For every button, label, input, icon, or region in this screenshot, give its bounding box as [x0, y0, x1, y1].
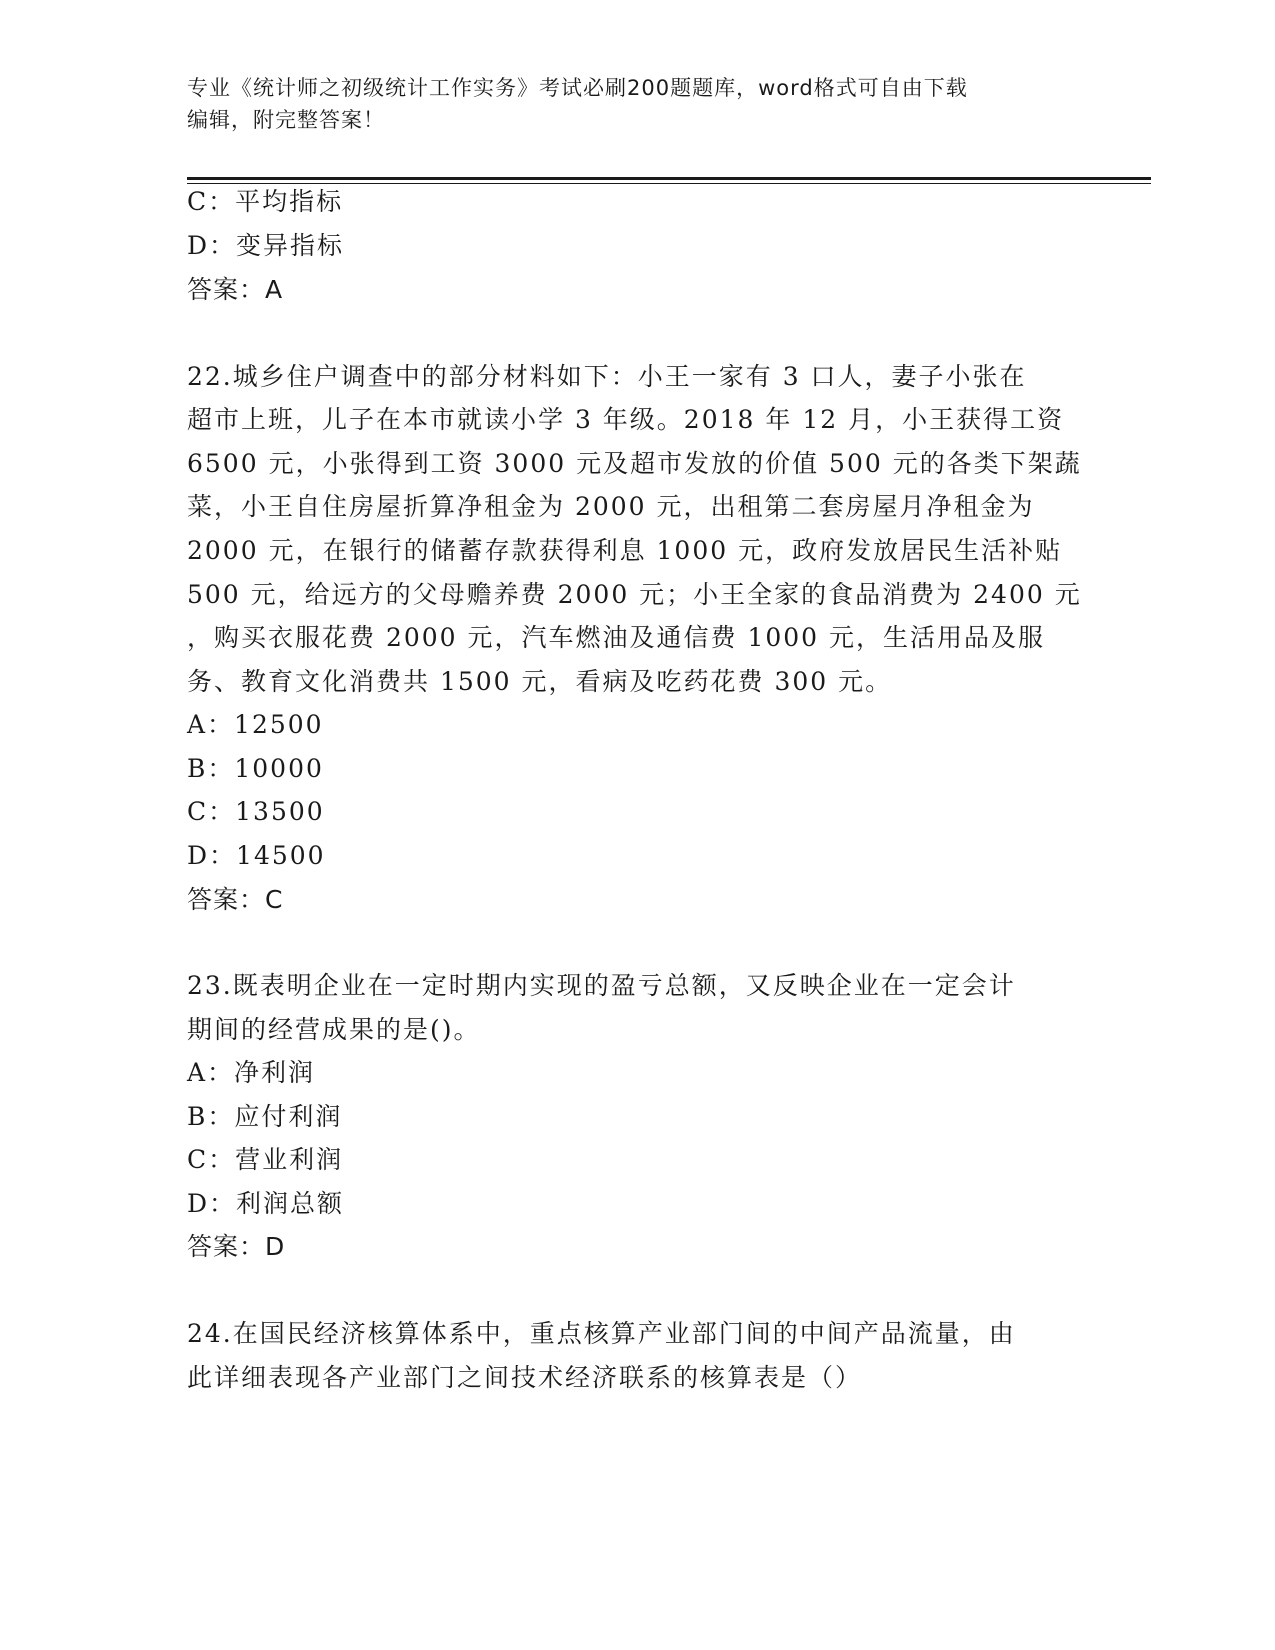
q22-stem-line: 2000 元，在银行的储蓄存款获得利息 1000 元，政府发放居民生活补贴	[187, 536, 1063, 565]
q22-answer: 答案：C	[187, 885, 284, 914]
q23-stem-line: 23.既表明企业在一定时期内实现的盈亏总额，又反映企业在一定会计	[187, 971, 1016, 1000]
q23-option-a: A：净利润	[187, 1058, 316, 1087]
header-rule-thin	[187, 183, 1151, 184]
q22-stem-line: 超市上班，儿子在本市就读小学 3 年级。2018 年 12 月，小王获得工资	[187, 405, 1065, 434]
q21-option-d: D：变异指标	[187, 231, 345, 260]
q23-option-b: B：应付利润	[187, 1102, 343, 1131]
q22-stem-line: 务、教育文化消费共 1500 元，看病及吃药花费 300 元。	[187, 667, 893, 696]
q23-answer: 答案：D	[187, 1232, 286, 1261]
q24-stem-line: 24.在国民经济核算体系中，重点核算产业部门间的中间产品流量，由	[187, 1319, 1016, 1348]
header-line-1: 专业《统计师之初级统计工作实务》考试必刷200题题库，word格式可自由下载	[187, 76, 968, 100]
q22-stem-line: 22.城乡住户调查中的部分材料如下：小王一家有 3 口人，妻子小张在	[187, 362, 1027, 391]
document-header	[187, 72, 1087, 136]
q22-option-b: B：10000	[187, 754, 324, 783]
q24-stem-line: 此详细表现各产业部门之间技术经济联系的核算表是（）	[187, 1363, 863, 1392]
q22-option-d: D：14500	[187, 841, 326, 870]
header-rule-thick	[187, 177, 1151, 180]
q22-option-a: A：12500	[187, 710, 324, 739]
q22-stem-line: 500 元，给远方的父母赡养费 2000 元；小王全家的食品消费为 2400 元	[187, 580, 1082, 609]
q21-option-c: C：平均指标	[187, 187, 344, 216]
q23-stem-line: 期间的经营成果的是()。	[187, 1015, 481, 1044]
q22-stem-line: ，购买衣服花费 2000 元，汽车燃油及通信费 1000 元，生活用品及服	[187, 623, 1046, 652]
q21-answer: 答案：A	[187, 275, 284, 304]
q22-stem-line: 菜，小王自住房屋折算净租金为 2000 元，出租第二套房屋月净租金为	[187, 492, 1035, 521]
q23-option-c: C：营业利润	[187, 1145, 344, 1174]
q22-stem-line: 6500 元，小张得到工资 3000 元及超市发放的价值 500 元的各类下架蔬	[187, 449, 1082, 478]
q22-option-c: C：13500	[187, 797, 325, 826]
q23-option-d: D：利润总额	[187, 1189, 345, 1218]
header-line-2: 编辑，附完整答案！	[187, 108, 385, 132]
